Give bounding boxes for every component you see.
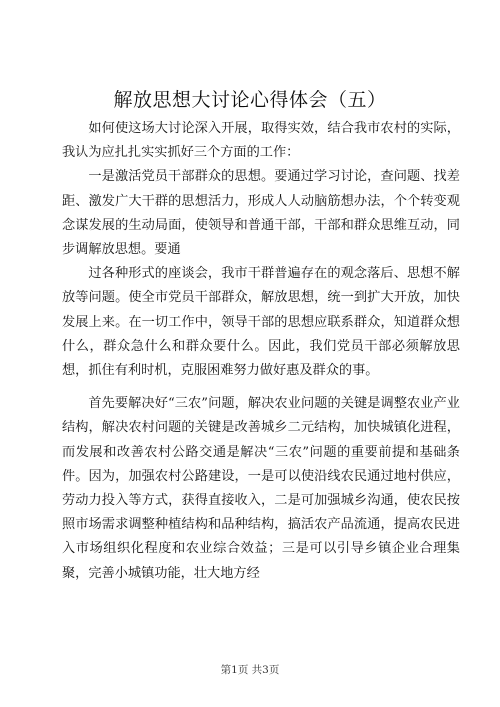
paragraph-point-one: 一是激活党员干部群众的思想。要通过学习讨论，查问题、找差距、激发广大干群的思想活力，形成人人动脑筋想办法，个个转变观念谋发展的生动局面，使领导和普通干部，干部和群众思维互动，同步调解放思想。要通: [62, 169, 460, 258]
paragraph-three-rural-issues: 首先要解决好“三农”问题，解决农业问题的关键是调整农业产业结构，解决农村问题的关键是改善城乡二元结构，加快城镇化进程，而发展和改善农村公路交通是解决“三农”问题的重要前提和基础条件。因为，加强农村公路建设，一是可以使沿线农民通过地村供应，劳动力投入等方式，获得直接收入，二是可加强城乡沟通，使农民按照市场需求调整种植结构和品种结构，搞活农产品流通，提高农民进入市场组织化程度和农业综合效益；三是可以引导乡镇企业合理集聚，完善小城镇功能，壮大地方经: [62, 396, 460, 581]
document-title: 解放思想大讨论心得体会（五）: [113, 89, 387, 111]
page-number-footer: 第1页 共3页: [220, 664, 280, 676]
paragraph-continuation: 过各种形式的座谈会，我市干群普遍存在的观念落后、思想不解放等问题。使全市党员干部群众，解放思想，统一到扩大开放，加快发展上来。在一切工作中，领导干部的思想应联系群众，知道群众想什么，群众急什么和群众要什么。因此，我们党员干部必须解放思想，抓住有利时机，克服困难努力做好惠及群众的事。: [62, 266, 460, 379]
document-body: [62, 117, 460, 586]
paragraph-intro: 如何使这场大讨论深入开展，取得实效，结合我市农村的实际，我认为应扎扎实实抓好三个方面的工作：: [62, 121, 460, 161]
